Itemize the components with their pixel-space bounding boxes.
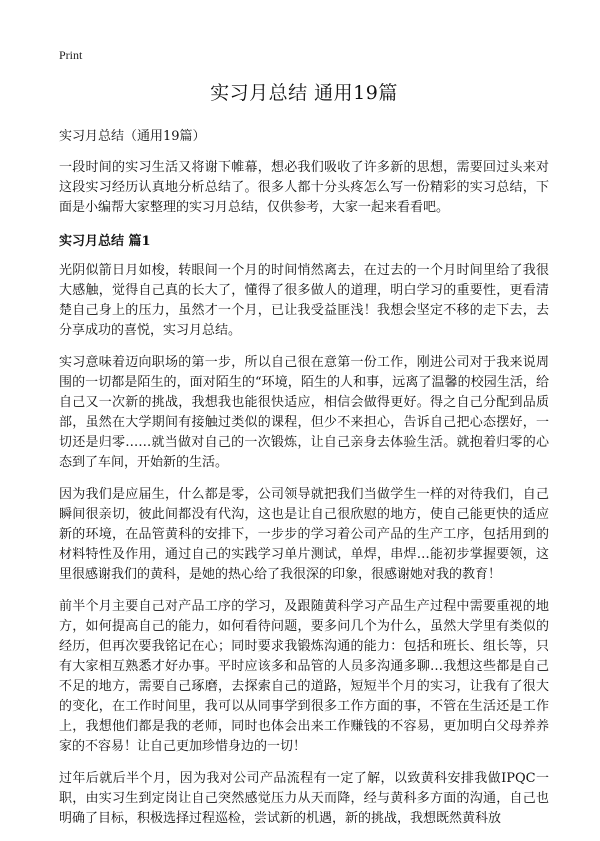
section-heading: 实习月总结 篇1 [59, 234, 151, 249]
document-subtitle: 实习月总结（通用19篇） [59, 129, 206, 144]
body-paragraph-3: 因为我们是应届生，什么都是零，公司领导就把我们当做学生一样的对待我们，自己瞬间很亲切，彼此间都没有代沟，这也是让自己很欣慰的地方，使自己能更快的适应新的环境，在品管黄科的安排下，一步步的学习着公司产品的生产工序，包括用到的材料特性及作用，通过自己的实践学习单片测试，单焊，串焊…能初步掌握要领，这里很感谢我们的黄科，是她的热心给了我很深的印象，很感谢她对我的教育！ [59, 487, 549, 582]
intro-paragraph: 一段时间的实习生活又将谢下帷幕，想必我们吸收了许多新的思想，需要回过头来对这段实习经历认真地分析总结了。很多人都十分头疼怎么写一份精彩的实习总结，下面是小编帮大家整理的实习月总结，仅供参考，大家一起来看看吧。 [59, 160, 549, 215]
print-link[interactable]: Print [59, 48, 83, 62]
body-paragraph-2: 实习意味着迈向职场的第一步，所以自己很在意第一份工作，刚进公司对于我来说周围的一切都是陌生的，面对陌生的“环境，陌生的人和事，远离了温馨的校园生活，给自己又一次新的挑战，我想我也能很快适应，相信会做得更好。得之自己分配到品质部，虽然在大学期间有接触过类似的课程，但少不来担心，告诉自己把心态摆好，一切还是归零……就当做对自己的一次锻炼，让自己亲身去体验生活。就抱着归零的心态到了车间，开始新的生活。 [59, 355, 549, 470]
page-title: 实习月总结 通用19篇 [210, 82, 398, 104]
body-paragraph-1: 光阴似箭日月如梭，转眼间一个月的时间悄然离去，在过去的一个月时间里给了我很大感触，觉得自己真的长大了，懂得了很多做人的道理，明白学习的重要性，更看清楚自己身上的压力，虽然才一个月，已让我受益匪浅！我想会坚定不移的走下去，去分享成功的喜悦，实习月总结。 [59, 263, 549, 338]
body-paragraph-4: 前半个月主要自己对产品工序的学习，及跟随黄科学习产品生产过程中需要重视的地方，如何提高自己的能力，如何看待问题，要多问几个为什么，虽然大学里有类似的经历，但再次要我铭记在心；同时要求我锻炼沟通的能力：包括和班长、组长等，只有大家相互熟悉才好办事。平时应该多和品管的人员多沟通多聊…我想这些都是自己不足的地方，需要自己琢磨，去探索自己的道路，短短半个月的实习，让我有了很大的变化，在工作时间里，我可以从同事学到很多工作方面的事，不管在生活还是工作上，我想他们都是我的老师，同时也体会出来工作赚钱的不容易，更加明白父母养养家的不容易！让自己更加珍惜身边的一切！ [59, 599, 549, 754]
body-paragraph-5: 过年后就后半个月，因为我对公司产品流程有一定了解，以致黄科安排我做IPQC一职，由实习生到定岗让自己突然感觉压力从天而降，经与黄科多方面的沟通，自己也明确了目标，积极选择过程巡检，尝试新的机遇，新的挑战，我想既然黄科放 [59, 771, 549, 826]
document-page [59, 78, 549, 841]
